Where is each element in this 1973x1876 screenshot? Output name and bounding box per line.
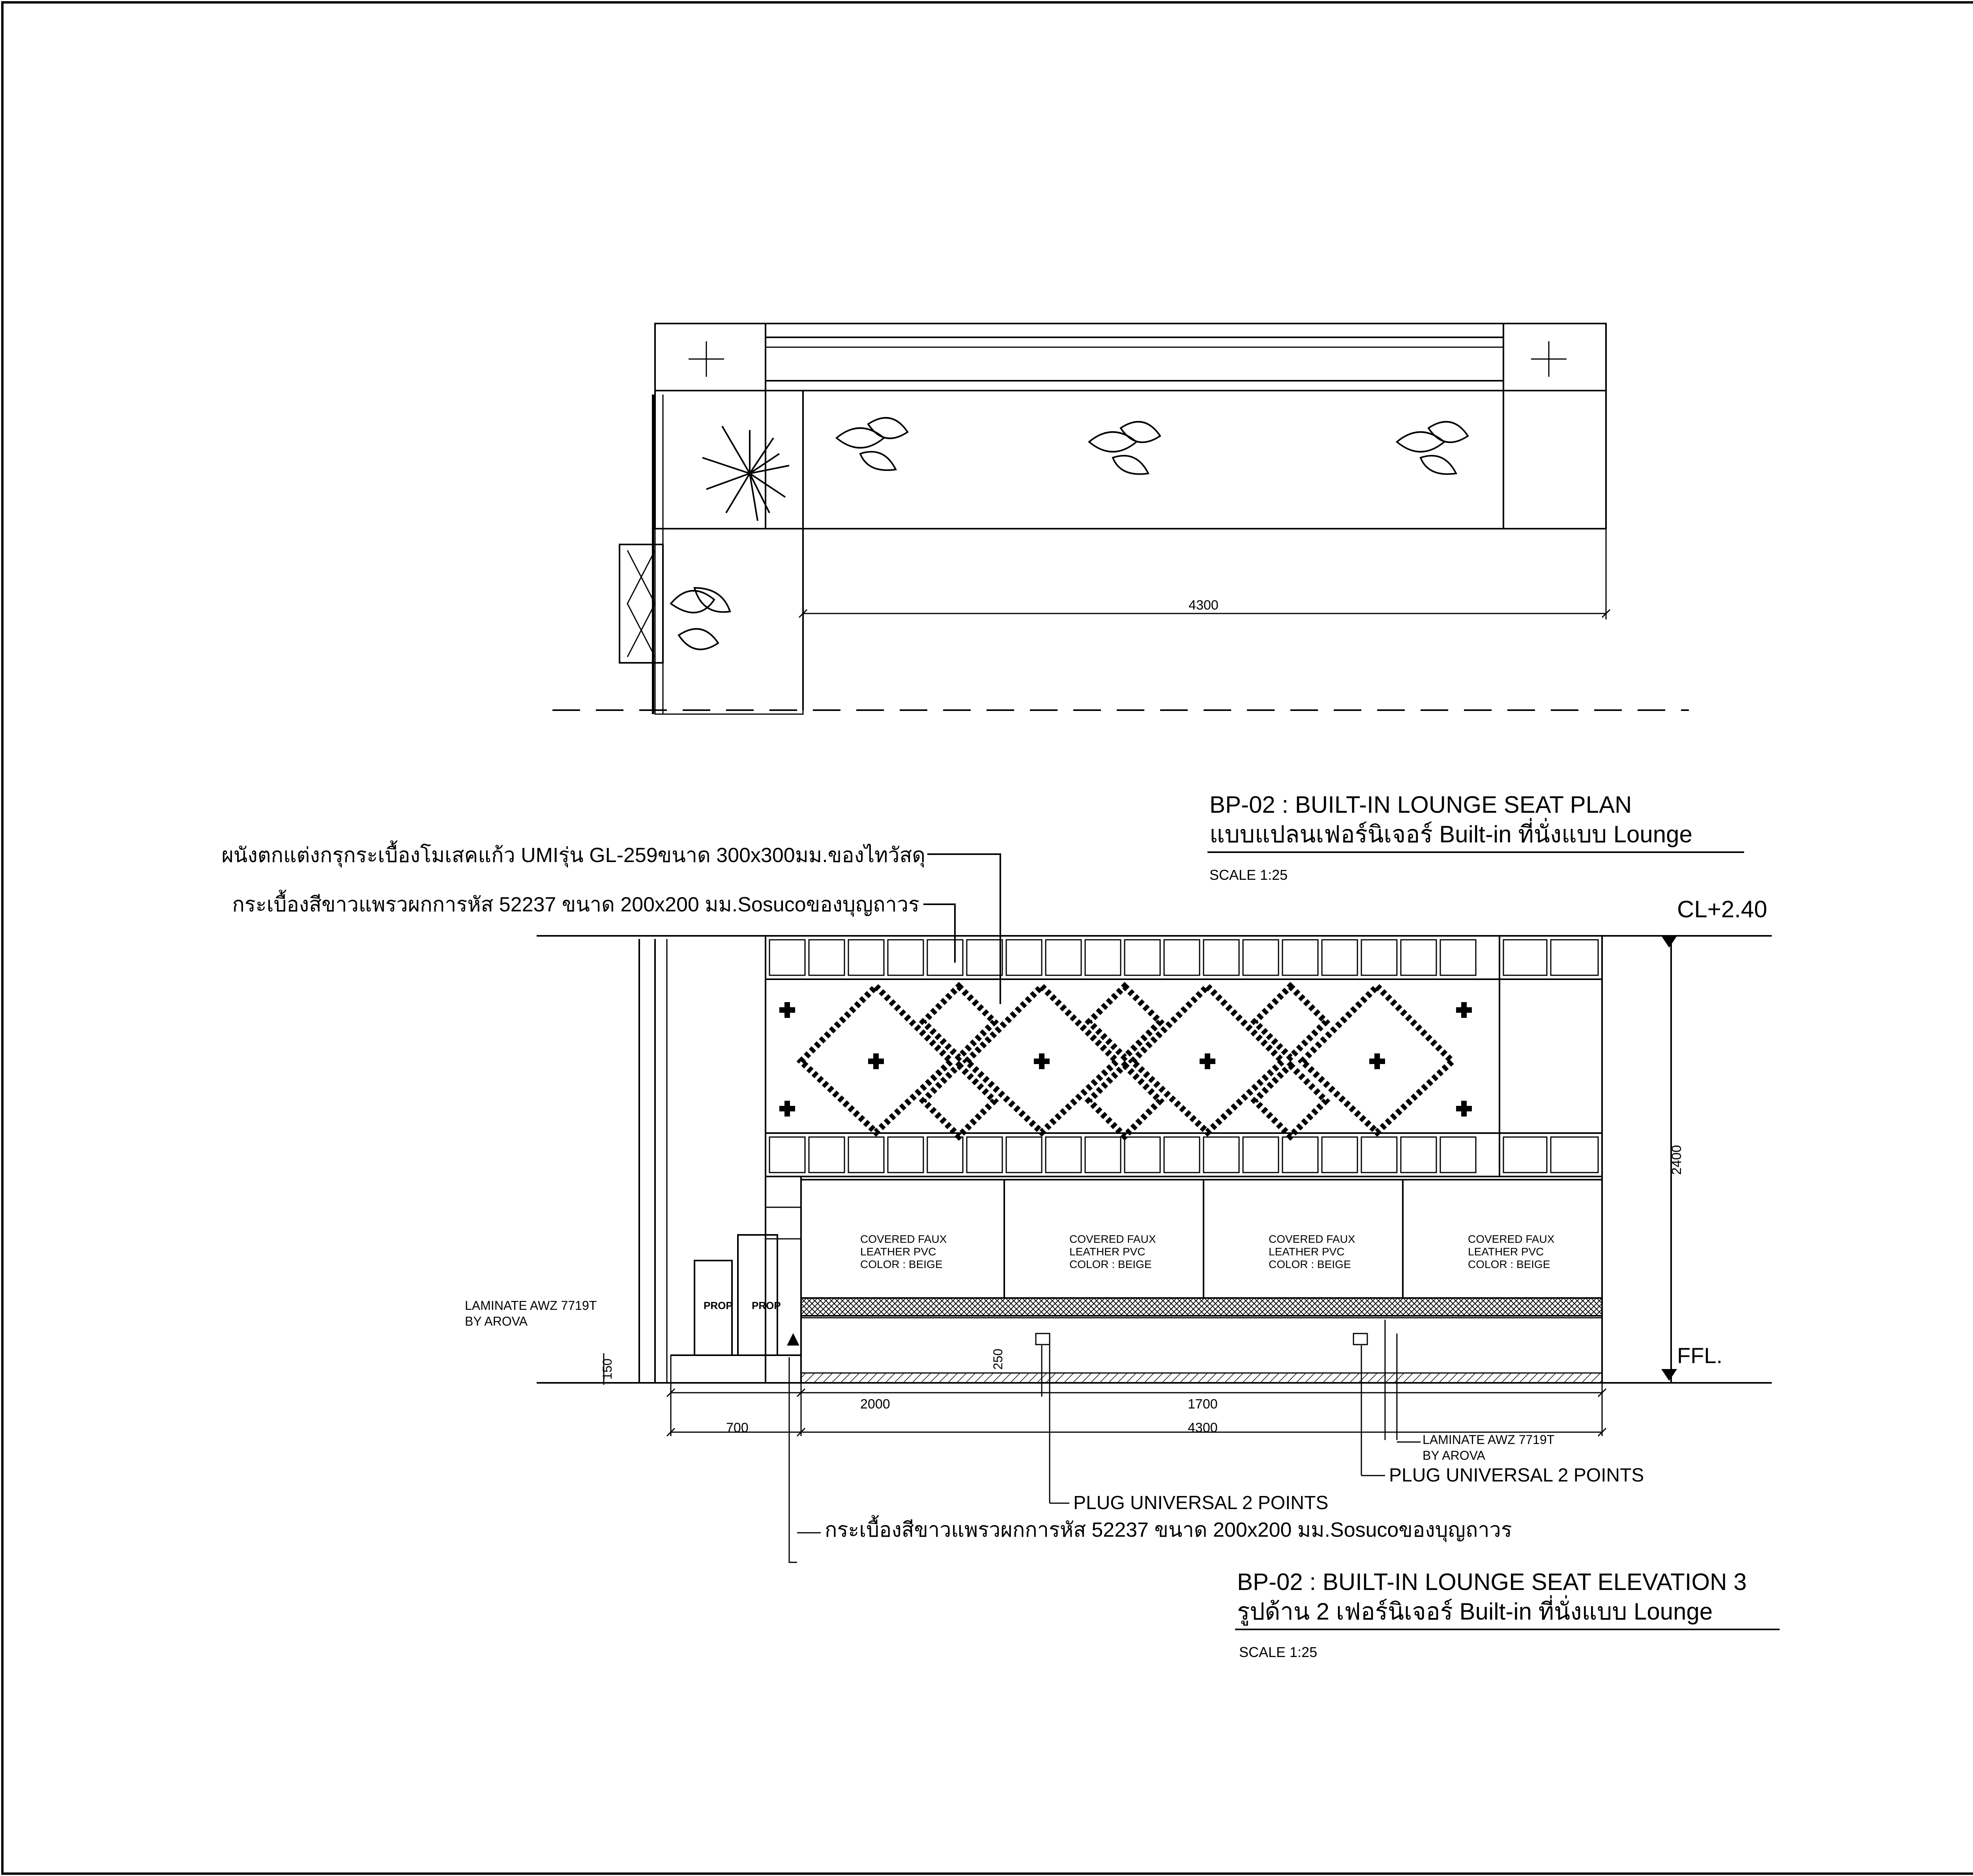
plug-note-b: PLUG UNIVERSAL 2 POINTS [1389, 1465, 1644, 1486]
mosaic-pattern [801, 986, 1452, 1136]
plant-icon [702, 426, 789, 521]
cushion-label: LEATHER PVC [1069, 1246, 1146, 1258]
cushion-label: COVERED FAUX [860, 1233, 947, 1245]
elevation-view [537, 936, 1772, 1503]
dim-250: 250 [991, 1349, 1005, 1370]
plug-note-a: PLUG UNIVERSAL 2 POINTS [1073, 1493, 1329, 1513]
prop-label: PROP [752, 1300, 781, 1311]
cushion-1 [860, 1233, 947, 1270]
dim-150: 150 [600, 1358, 614, 1380]
elevation-subtitle: รูปด้าน 2 เฟอร์นิเจอร์ Built-in ที่นั่งแบบ Lounge [1237, 1598, 1713, 1625]
laminate-right: BY AROVA [1423, 1448, 1485, 1463]
dim-2400: 2400 [1669, 1145, 1684, 1175]
cushion-4 [1468, 1233, 1555, 1270]
level-ffl: FFL. [1677, 1343, 1723, 1368]
dim-4300: 4300 [1188, 1420, 1218, 1435]
cushion-label: LEATHER PVC [1468, 1246, 1544, 1258]
cushion-3 [1269, 1233, 1355, 1270]
dim-2000: 2000 [860, 1397, 890, 1412]
laminate-right: LAMINATE AWZ 7719T [1423, 1433, 1555, 1447]
elevation-scale: SCALE 1:25 [1239, 1644, 1318, 1660]
plan-title: BP-02 : BUILT-IN LOUNGE SEAT PLAN [1209, 791, 1632, 818]
cushion-label: COVERED FAUX [1269, 1233, 1355, 1245]
cushion-label: LEATHER PVC [1269, 1246, 1345, 1258]
note-mosaic: ผนังตกแต่งกรุกระเบื้องโมเสคแก้ว UMIรุ่น GL-259ขนาด 300x300มม.ของไทวัสดุ [221, 844, 925, 867]
cushion-label: COLOR : BEIGE [1468, 1258, 1550, 1270]
plan-scale: SCALE 1:25 [1209, 867, 1288, 883]
cushion-label: COLOR : BEIGE [1069, 1258, 1152, 1270]
dim-1700: 1700 [1188, 1397, 1218, 1412]
plan-dim-4300: 4300 [1189, 598, 1219, 613]
laminate-left: BY AROVA [465, 1314, 528, 1328]
elevation-title: BP-02 : BUILT-IN LOUNGE SEAT ELEVATION 3 [1237, 1569, 1747, 1595]
cushion-2 [1069, 1233, 1156, 1270]
cushion-label: LEATHER PVC [860, 1246, 936, 1258]
note-tile-bottom: กระเบื้องสีขาวแพรวผกการหัส 52237 ขนาด 200x200 มม.Sosucoของบุญถาวร [825, 1519, 1512, 1541]
plan-view [552, 324, 1689, 714]
dim-700: 700 [726, 1420, 749, 1435]
cushion-label: COLOR : BEIGE [1269, 1258, 1351, 1270]
prop-label: PROP [704, 1300, 733, 1311]
laminate-left: LAMINATE AWZ 7719T [465, 1298, 597, 1313]
cushion-label: COVERED FAUX [1468, 1233, 1555, 1245]
level-ceiling: CL+2.40 [1677, 896, 1767, 922]
lounge-chair-icon [671, 418, 1468, 649]
cushion-label: COVERED FAUX [1069, 1233, 1156, 1245]
cushion-label: COLOR : BEIGE [860, 1258, 943, 1270]
plan-subtitle: แบบแปลนเฟอร์นิเจอร์ Built-in ที่นั่งแบบ Lounge [1209, 821, 1692, 847]
note-tile-top: กระเบื้องสีขาวแพรวผกการหัส 52237 ขนาด 200x200 มม.Sosucoของบุญถาวร [232, 893, 919, 916]
